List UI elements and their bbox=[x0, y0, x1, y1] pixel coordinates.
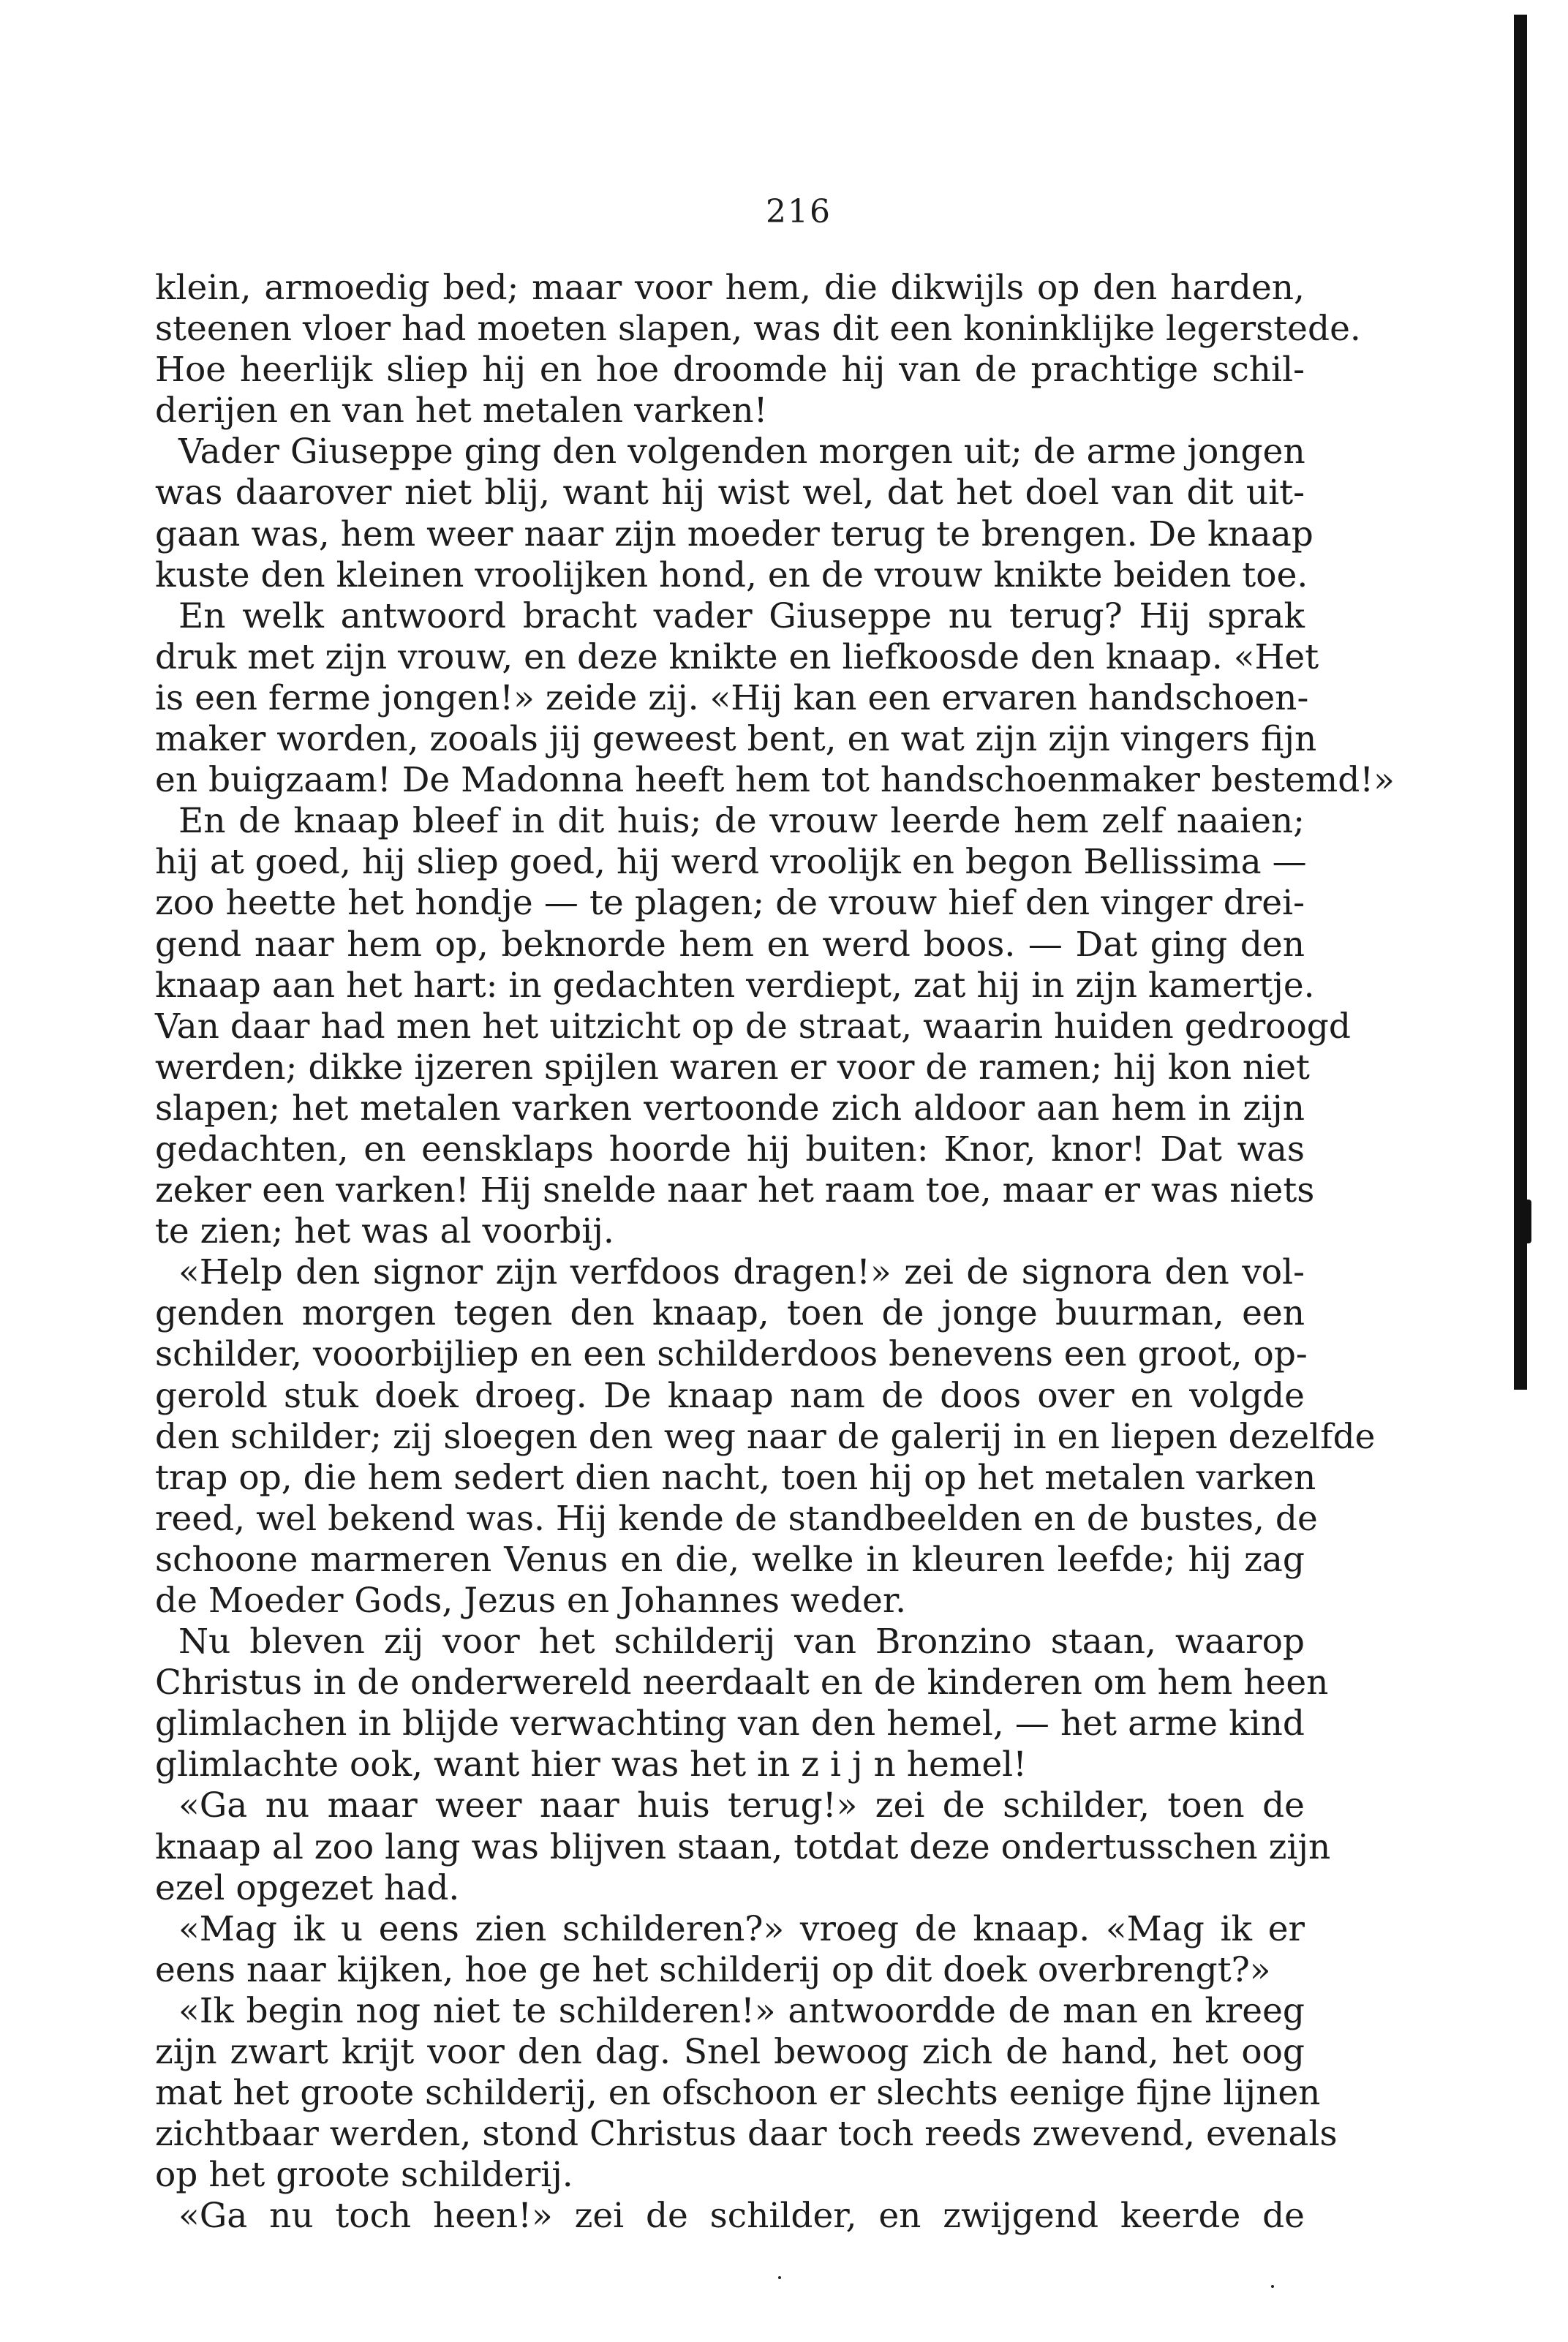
text-line: «Ga nu toch heen!» zei de schilder, en zwijgend keerde de bbox=[178, 2196, 1305, 2237]
text-line: En welk antwoord bracht vader Giuseppe nu terug? Hij sprak bbox=[178, 595, 1305, 636]
text-line: knaap al zoo lang was blijven staan, totdat deze ondertusschen zijn bbox=[155, 1826, 1331, 1867]
text-line: «Mag ik u eens zien schilderen?» vroeg de knaap. «Mag ik er bbox=[178, 1908, 1305, 1949]
text-line: Van daar had men het uitzicht op de straat, waarin huiden gedroogd bbox=[155, 1006, 1351, 1047]
text-line: eens naar kijken, hoe ge het schilderij op dit doek overbrengt?» bbox=[155, 1949, 1271, 1990]
text-line: en buigzaam! De Madonna heeft hem tot handschoenmaker bestemd!» bbox=[155, 760, 1395, 801]
text-line: is een ferme jongen!» zeide zij. «Hij kan een ervaren handschoen- bbox=[155, 677, 1309, 718]
text-line: «Help den signor zijn verfdoos dragen!» zei de signora den vol- bbox=[178, 1252, 1305, 1293]
text-line: zeker een varken! Hij snelde naar het raam toe, maar er was niets bbox=[155, 1170, 1315, 1211]
text-line: gedachten, en eensklaps hoorde hij buiten: Knor, knor! Dat was bbox=[155, 1129, 1305, 1170]
page-number: 216 bbox=[766, 193, 832, 230]
text-line: mat het groote schilderij, en ofschoon er slechts eenige fijne lijnen bbox=[155, 2073, 1321, 2114]
text-line: gaan was, hem weer naar zijn moeder terug te brengen. De knaap bbox=[155, 513, 1313, 554]
text-line: glimlachen in blijde verwachting van den hemel, — het arme kind bbox=[155, 1703, 1305, 1744]
text-line: «Ik begin nog niet te schilderen!» antwoordde de man en kreeg bbox=[178, 1990, 1305, 2031]
text-line: knaap aan het hart: in gedachten verdiept, zat hij in zijn kamertje. bbox=[155, 965, 1315, 1006]
text-line: op het groote schilderij. bbox=[155, 2155, 573, 2196]
text-line: gerold stuk doek droeg. De knaap nam de doos over en volgde bbox=[155, 1375, 1305, 1416]
body-text bbox=[155, 268, 1395, 2237]
text-line: hij at goed, hij sliep goed, hij werd vroolijk en begon Bellissima — bbox=[155, 842, 1307, 883]
text-line: glimlachte ook, want hier was het in z i j n hemel! bbox=[155, 1744, 1028, 1785]
print-speck bbox=[1271, 2285, 1274, 2288]
text-line: genden morgen tegen den knaap, toen de jonge buurman, een bbox=[155, 1293, 1305, 1334]
text-line: Nu bleven zij voor het schilderij van Bronzino staan, waarop bbox=[178, 1622, 1305, 1663]
text-line: zoo heette het hondje — te plagen; de vrouw hief den vinger drei- bbox=[155, 883, 1305, 924]
text-line: slapen; het metalen varken vertoonde zich aldoor aan hem in zijn bbox=[155, 1088, 1305, 1129]
text-line: werden; dikke ijzeren spijlen waren er voor de ramen; hij kon niet bbox=[155, 1047, 1310, 1088]
text-line: En de knaap bleef in dit huis; de vrouw leerde hem zelf naaien; bbox=[178, 801, 1305, 842]
text-line: kuste den kleinen vroolijken hond, en de vrouw knikte beiden toe. bbox=[155, 554, 1308, 595]
text-line: schoone marmeren Venus en die, welke in kleuren leefde; hij zag bbox=[155, 1539, 1305, 1580]
text-line: derijen en van het metalen varken! bbox=[155, 391, 768, 432]
text-line: Christus in de onderwereld neerdaalt en de kinderen om hem heen bbox=[155, 1663, 1329, 1703]
text-line: den schilder; zij sloegen den weg naar de galerij in en liepen dezelfde bbox=[155, 1416, 1376, 1457]
text-line: maker worden, zooals jij geweest bent, en wat zijn zijn vingers fijn bbox=[155, 719, 1317, 760]
text-line: Vader Giuseppe ging den volgenden morgen uit; de arme jongen bbox=[178, 432, 1305, 472]
print-speck bbox=[778, 2276, 781, 2279]
text-line: zijn zwart krijt voor den dag. Snel bewoog zich de hand, het oog bbox=[155, 2032, 1305, 2073]
text-line: de Moeder Gods, Jezus en Johannes weder. bbox=[155, 1581, 907, 1621]
text-line: ezel opgezet had. bbox=[155, 1867, 460, 1908]
text-line: klein, armoedig bed; maar voor hem, die dikwijls op den harden, bbox=[155, 268, 1305, 308]
binding-mark bbox=[1523, 1200, 1531, 1243]
text-line: was daarover niet blij, want hij wist wel, dat het doel van dit uit- bbox=[155, 472, 1305, 513]
text-line: «Ga nu maar weer naar huis terug!» zei de schilder, toen de bbox=[178, 1785, 1305, 1826]
text-line: reed, wel bekend was. Hij kende de standbeelden en de bustes, de bbox=[155, 1498, 1318, 1539]
text-line: schilder, vooorbijliep en een schilderdoos benevens een groot, op- bbox=[155, 1334, 1308, 1375]
text-line: steenen vloer had moeten slapen, was dit een koninklijke legerstede. bbox=[155, 309, 1361, 350]
text-line: te zien; het was al voorbij. bbox=[155, 1211, 614, 1252]
text-line: gend naar hem op, beknorde hem en werd boos. — Dat ging den bbox=[155, 924, 1305, 965]
text-line: zichtbaar werden, stond Christus daar toch reeds zwevend, evenals bbox=[155, 2114, 1338, 2155]
text-line: Hoe heerlijk sliep hij en hoe droomde hij van de prachtige schil- bbox=[155, 350, 1305, 391]
text-line: trap op, die hem sedert dien nacht, toen hij op het metalen varken bbox=[155, 1457, 1316, 1498]
text-line: druk met zijn vrouw, en deze knikte en liefkoosde den knaap. «Het bbox=[155, 636, 1319, 677]
